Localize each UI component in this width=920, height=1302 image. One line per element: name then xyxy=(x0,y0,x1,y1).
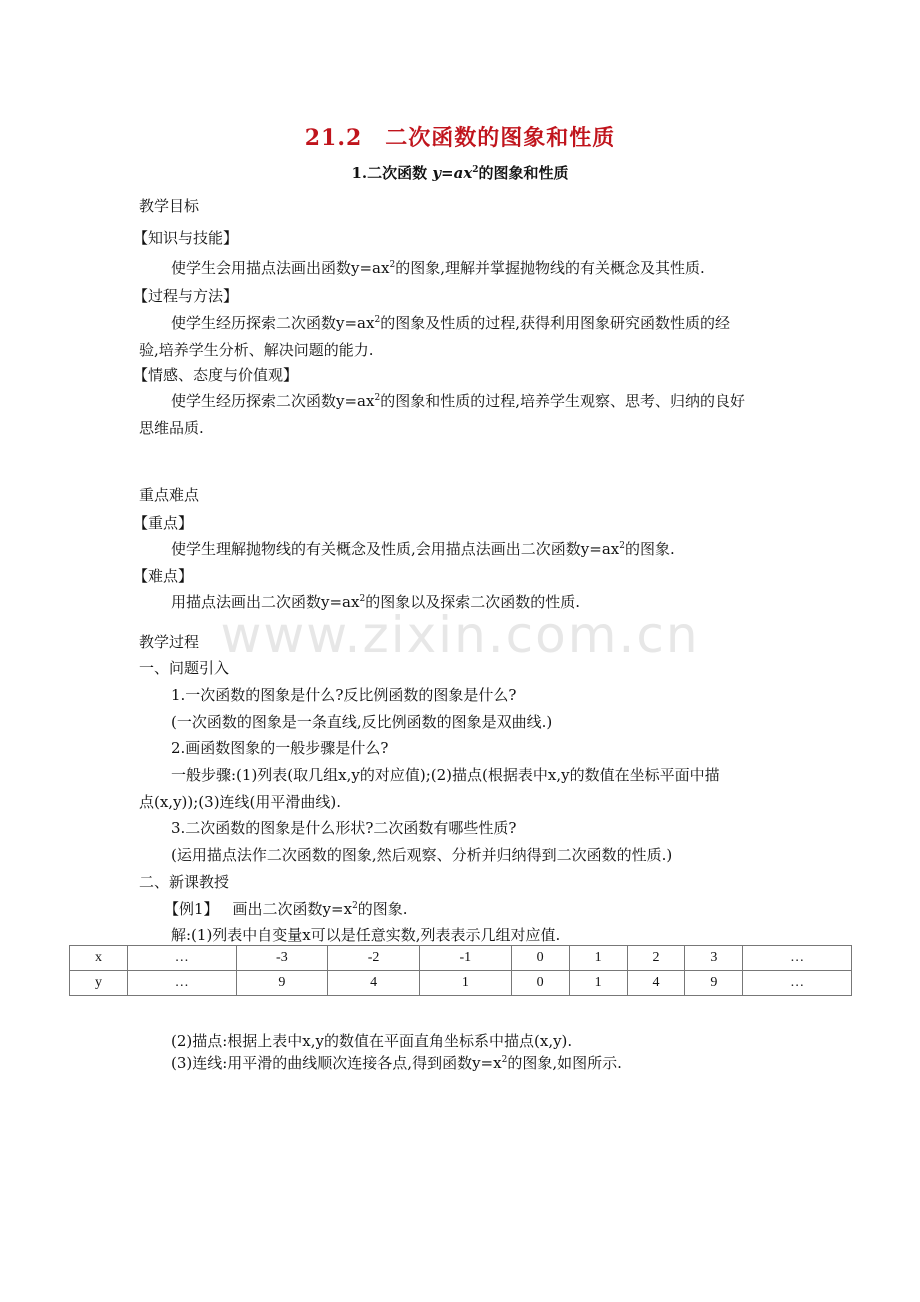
table-cell: 9 xyxy=(685,971,743,996)
table-cell: 2 xyxy=(627,946,685,971)
process-text-a: 使学生经历探索二次函数y=ax xyxy=(171,314,375,332)
emotion-text xyxy=(171,390,745,411)
table-cell: -1 xyxy=(419,946,511,971)
knowledge-text xyxy=(171,257,705,278)
step-2-text: (2)描点:根据上表中x,y的数值在平面直角坐标系中描点(x,y). xyxy=(171,1032,573,1050)
difficult-text-a: 用描点法画出二次函数y=ax xyxy=(171,593,360,611)
table-cell: … xyxy=(127,971,236,996)
example-text-a: 画出二次函数y=x xyxy=(232,900,353,918)
table-cell: 1 xyxy=(419,971,511,996)
table-cell: -2 xyxy=(328,946,420,971)
process-exp: 2 xyxy=(374,315,381,325)
key-exp: 2 xyxy=(619,541,625,551)
subtitle-suffix: 的图象和性质 xyxy=(478,164,569,182)
process-text xyxy=(171,312,730,333)
table-row-header: x xyxy=(70,946,128,971)
step-3-text-a: (3)连线:用平滑的曲线顺次连接各点,得到函数y=x xyxy=(171,1054,502,1072)
answer-2-line1: 一般步骤:(1)列表(取几组x,y的对应值);(2)描点(根据表中x,y的数值在坐标平面中描 xyxy=(171,766,720,784)
question-1: 1.一次函数的图象是什么?反比例函数的图象是什么? xyxy=(171,686,517,704)
knowledge-label: 【知识与技能】 xyxy=(133,229,239,247)
process-label: 【过程与方法】 xyxy=(133,287,239,305)
key-label: 【重点】 xyxy=(133,514,194,532)
difficult-label: 【难点】 xyxy=(133,567,194,585)
table-cell: -3 xyxy=(236,946,328,971)
table-cell: 0 xyxy=(511,946,569,971)
key-text-a: 使学生理解抛物线的有关概念及性质,会用描点法画出二次函数y=ax xyxy=(171,540,620,558)
step-3-text xyxy=(171,1052,622,1073)
subtitle-prefix: 1.二次函数 xyxy=(351,164,433,182)
table-cell: 9 xyxy=(236,971,328,996)
table-cell: … xyxy=(743,971,852,996)
watermark: www.zixin.com.cn xyxy=(220,606,700,664)
knowledge-text-a: 使学生会用描点法画出函数y=ax xyxy=(171,259,390,277)
answer-3: (运用描点法作二次函数的图象,然后观察、分析并归纳得到二次函数的性质.) xyxy=(171,846,673,864)
step-3-exp: 2 xyxy=(501,1055,508,1065)
emotion-text-b: 的图象和性质的过程,培养学生观察、思考、归纳的良好 xyxy=(380,392,745,410)
value-table xyxy=(69,945,852,996)
table-cell: 1 xyxy=(569,971,627,996)
knowledge-text-b: 的图象,理解并掌握抛物线的有关概念及其性质. xyxy=(395,259,705,277)
question-3: 3.二次函数的图象是什么形状?二次函数有哪些性质? xyxy=(171,819,517,837)
keypoints-heading: 重点难点 xyxy=(139,486,200,504)
question-2: 2.画函数图象的一般步骤是什么? xyxy=(171,739,389,757)
process-text-line2: 验,培养学生分析、解决问题的能力. xyxy=(139,341,374,359)
difficult-exp: 2 xyxy=(359,594,366,604)
emotion-label: 【情感、态度与价值观】 xyxy=(133,366,299,384)
objectives-heading: 教学目标 xyxy=(139,197,200,215)
page-subtitle xyxy=(0,162,920,183)
subtitle-formula: y=ax xyxy=(432,164,473,182)
example-label: 【例1】 xyxy=(164,900,219,918)
process-section-heading: 教学过程 xyxy=(139,633,200,651)
emotion-exp: 2 xyxy=(374,393,381,403)
answer-1: (一次函数的图象是一条直线,反比例函数的图象是双曲线.) xyxy=(171,713,553,731)
table-cell: 4 xyxy=(627,971,685,996)
table-cell: 4 xyxy=(328,971,420,996)
difficult-text-b: 的图象以及探索二次函数的性质. xyxy=(365,593,580,611)
table-row xyxy=(70,971,852,996)
process-text-b: 的图象及性质的过程,获得利用图象研究函数性质的经 xyxy=(380,314,730,332)
example-exp: 2 xyxy=(352,901,358,911)
example-1 xyxy=(164,898,408,919)
part2-heading: 二、新课教授 xyxy=(139,873,230,891)
table-cell: 1 xyxy=(569,946,627,971)
example-text-b: 的图象. xyxy=(357,900,408,918)
step-3-text-b: 的图象,如图所示. xyxy=(507,1054,622,1072)
answer-2-line2: 点(x,y));(3)连线(用平滑曲线). xyxy=(139,793,342,811)
emotion-text-line2: 思维品质. xyxy=(139,419,204,437)
difficult-text xyxy=(171,591,580,612)
page-title: 21.2 二次函数的图象和性质 xyxy=(304,125,616,151)
table-cell: … xyxy=(743,946,852,971)
emotion-text-a: 使学生经历探索二次函数y=ax xyxy=(171,392,375,410)
table-cell: 3 xyxy=(685,946,743,971)
key-text-b: 的图象. xyxy=(624,540,675,558)
solution-text: 解:(1)列表中自变量x可以是任意实数,列表表示几组对应值. xyxy=(171,926,561,944)
table-cell: 0 xyxy=(511,971,569,996)
part1-heading: 一、问题引入 xyxy=(139,659,230,677)
table-row xyxy=(70,946,852,971)
table-row-header: y xyxy=(70,971,128,996)
key-text xyxy=(171,538,675,559)
subtitle-exponent: 2 xyxy=(472,165,479,175)
table-cell: … xyxy=(127,946,236,971)
knowledge-exp: 2 xyxy=(389,260,396,270)
